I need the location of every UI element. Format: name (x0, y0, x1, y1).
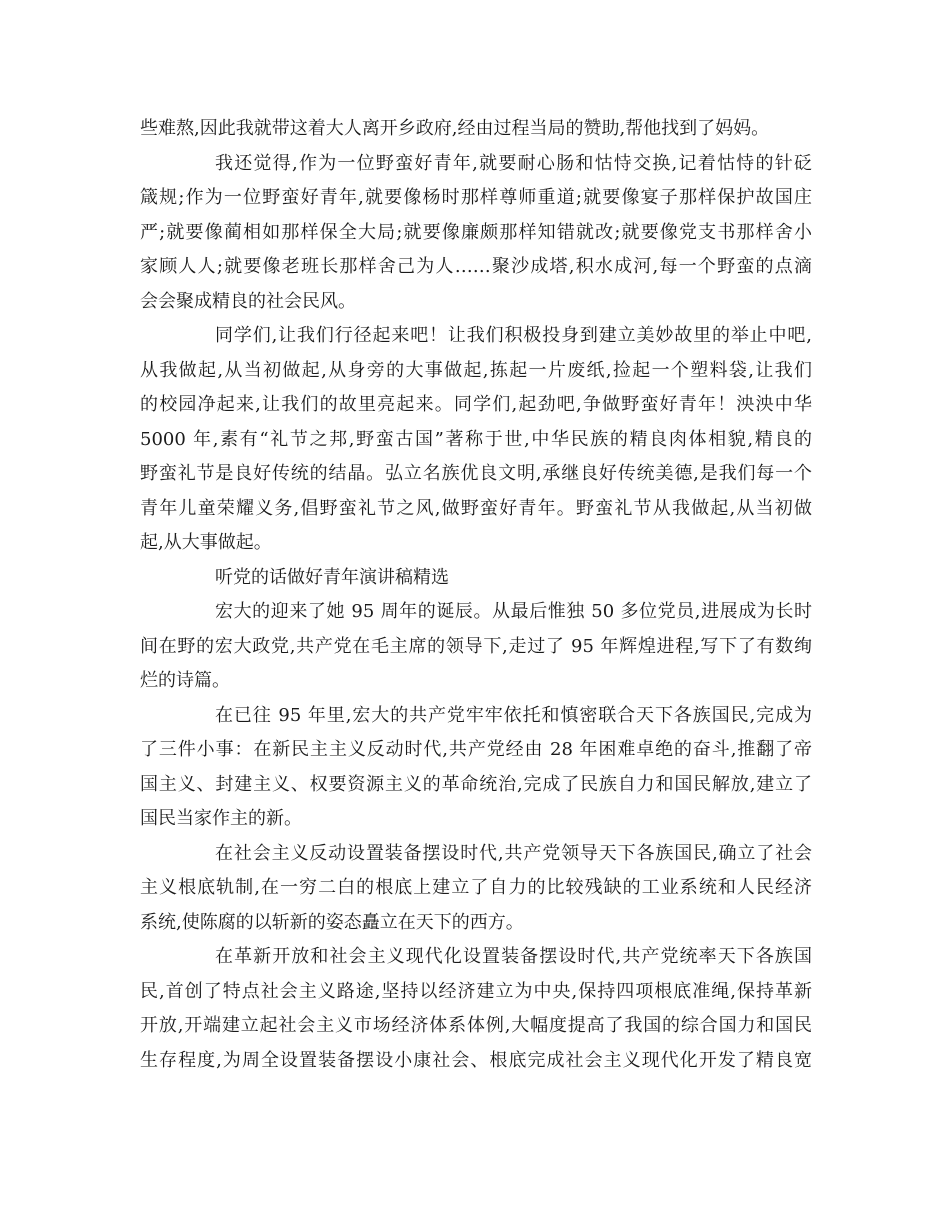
text-line: 严;就要像蔺相如那样保全大局;就要像廉颇那样知错就改;就要像党支书那样舍小 (140, 221, 812, 243)
text-line: 开放,开端建立起社会主义市场经济体系体例,大幅度提高了我国的综合国力和国民 (140, 1015, 812, 1036)
text-line: 烂的诗篇。 (140, 670, 230, 691)
text-line: 同学们,让我们行径起来吧！让我们积极投身到建立美妙故里的举止中吧, (215, 325, 812, 346)
text-line: 听党的话做好青年演讲稿精选 (215, 566, 449, 588)
text-line: 在已往 95 年里,宏大的共产党牢牢依托和慎密联合天下各族国民,完成为 (215, 704, 812, 726)
text-line: 青年儿童荣耀义务,倡野蛮礼节之风,做野蛮好青年。野蛮礼节从我做起,从当初做 (140, 497, 812, 519)
text-line: 生存程度,为周全设置装备摆设小康社会、根底完成社会主义现代化开发了精良宽 (140, 1049, 812, 1071)
text-line: 会会聚成精良的社会民风。 (140, 290, 356, 312)
text-line: 了三件小事：在新民主主义反动时代,共产党经由 28 年困难卓绝的奋斗,推翻了帝 (140, 739, 812, 760)
text-line: 箴规;作为一位野蛮好青年,就要像杨时那样尊师重道;就要像宴子那样保护故国庄 (140, 187, 812, 208)
text-line: 主义根底轨制,在一穷二白的根底上建立了自力的比较残缺的工业系统和人民经济 (140, 877, 812, 898)
text-line: 国民当家作主的新。 (140, 808, 302, 829)
document-page (140, 112, 812, 1078)
text-line: 我还觉得,作为一位野蛮好青年,就要耐心肠和怙恃交换,记着怙恃的针砭 (215, 152, 812, 174)
text-line: 起,从大事做起。 (140, 532, 272, 553)
text-line: 间在野的宏大政党,共产党在毛主席的领导下,走过了 95 年辉煌进程,写下了有数绚 (140, 635, 812, 657)
text-line: 在社会主义反动设置装备摆设时代,共产党领导天下各族国民,确立了社会 (215, 842, 812, 864)
text-line: 系统,使陈腐的以斩新的姿态矗立在天下的西方。 (140, 911, 524, 933)
text-line: 从我做起,从当初做起,从身旁的大事做起,拣起一片废纸,捡起一个塑料袋,让我们 (140, 359, 812, 381)
text-line: 在革新开放和社会主义现代化设置装备摆设时代,共产党统率天下各族国 (215, 946, 812, 967)
text-line: 宏大的迎来了她 95 周年的诞辰。从最后惟独 50 多位党员,进展成为长时 (215, 601, 812, 622)
text-line: 民,首创了特点社会主义路途,坚持以经济建立为中央,保持四项根底准绳,保持革新 (140, 980, 812, 1002)
text-line: 的校园净起来,让我们的故里亮起来。同学们,起劲吧,争做野蛮好青年！泱泱中华 (140, 394, 812, 415)
text-line: 国主义、封建主义、权要资源主义的革命统治,完成了民族自力和国民解放,建立了 (140, 773, 812, 795)
text-line: 些难熬,因此我就带这着大人离开乡政府,经由过程当局的赞助,帮他找到了妈妈。 (140, 118, 770, 139)
text-line: 5000 年,素有“礼节之邦,野蛮古国”著称于世,中华民族的精良肉体相貌,精良的 (140, 428, 812, 450)
text-line: 家顾人人;就要像老班长那样舍己为人……聚沙成塔,积水成河,每一个野蛮的点滴 (140, 256, 812, 277)
text-line: 野蛮礼节是良好传统的结晶。弘立名族优良文明,承继良好传统美德,是我们每一个 (140, 463, 812, 484)
